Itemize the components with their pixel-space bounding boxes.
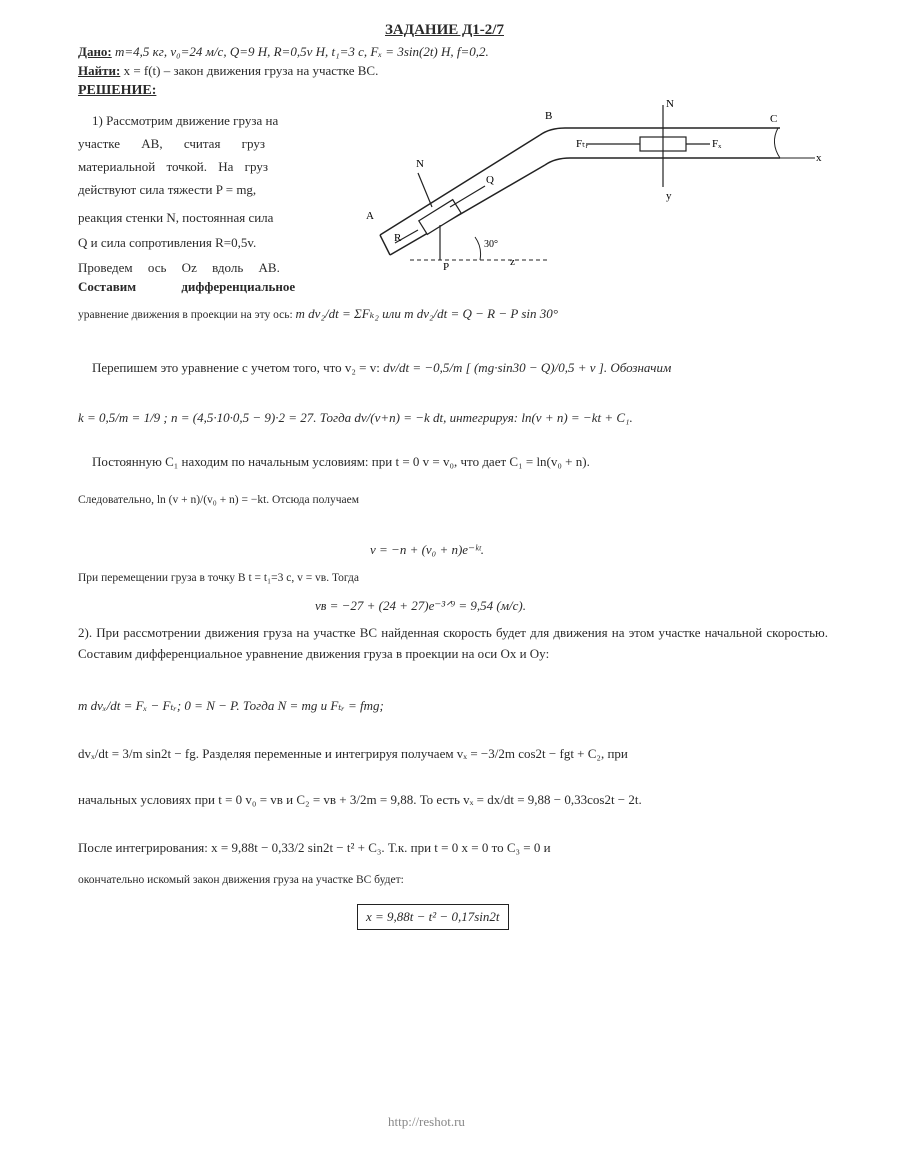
task-title: ЗАДАНИЕ Д1-2/7: [385, 22, 504, 38]
label-ftr: Fₜᵣ: [576, 138, 588, 150]
label-n: N: [416, 158, 424, 170]
p1-eq3-formula: k = 0,5/m = 1/9 ; n = (4,5·10·0,5 − 9)·2 = 27. Тогда dv/(v+n) = −k dt, интегрируя: ln(v + n) = −kt + C₁.: [78, 410, 633, 425]
label-p: P: [443, 261, 450, 273]
label-q: Q: [486, 174, 494, 186]
p1-eq2-formula: dv/dt = −0,5/m [ (mg·sin30 − Q)/0,5 + v ]. Обозначим: [383, 360, 672, 375]
p2-eq3: начальных условиях при t = 0 v₀ = vʙ и C₂ = vʙ + 3/2m = 9,88. То есть vₓ = dx/dt = 9,88 − 0,33cos2t − 2t.: [78, 792, 642, 807]
p1-eq2-lead: Перепишем это уравнение с учетом того, что v₂ = v:: [92, 360, 380, 375]
p1-eq6: v = −n + (v₀ + n)e⁻ᵏᵗ.: [370, 542, 485, 557]
label-c: C: [770, 113, 778, 125]
label-nt: N: [666, 98, 674, 110]
label-fx: Fₓ: [712, 138, 722, 150]
p1-line-7: Проведем ось Oz вдоль AB.: [78, 260, 280, 275]
p1-line-4: действуют сила тяжести P = mg,: [78, 182, 257, 197]
p1-line-5: реакция стенки N, постоянная сила: [78, 210, 274, 225]
find-line: [78, 63, 378, 79]
p1-eq7: При перемещении груза в точку B t = t₁=3 с, v = vʙ. Тогда: [78, 572, 359, 584]
label-z: z: [510, 256, 515, 268]
mechanics-diagram: [350, 95, 830, 275]
result-formula: x = 9,88t − t² − 0,17sin2t: [357, 904, 509, 930]
p1-line-3: материальной точкой. На груз: [78, 159, 268, 174]
p1-line-2: участке AB, считая груз: [78, 136, 265, 151]
given-values: m=4,5 кг, v₀=24 м/с, Q=9 Н, R=0,5v Н, t₁=3 с, Fₓ = 3sin(2t) Н, f=0,2.: [115, 44, 489, 59]
p1-line-8: Составим дифференциальное: [78, 279, 296, 294]
label-angle: 30°: [484, 239, 498, 250]
p1-eq3: [78, 410, 633, 426]
p1-eq1: [78, 306, 558, 323]
p2-eq2: dvₓ/dt = 3/m sin2t − fg. Разделяя переменные и интегрируя получаем vₓ = −3/2m cos2t − fgt + C₂, при: [78, 746, 628, 761]
find-label: Найти:: [78, 63, 121, 78]
p1-eq4: Постоянную C₁ находим по начальным условиям: при t = 0 v = v₀, что дает C₁ = ln(v₀ + n).: [92, 454, 590, 469]
p2-eq1: m dvₓ/dt = Fₓ − Fₜᵣ; 0 = N − P. Тогда N = mg и Fₜᵣ = fmg;: [78, 698, 384, 713]
solution-label: РЕШЕНИЕ:: [78, 83, 157, 98]
p1-eq1-text: уравнение движения в проекции на эту ось:: [78, 309, 293, 321]
footer-url[interactable]: http://reshot.ru: [388, 1114, 465, 1129]
given-line: [78, 44, 489, 60]
p1-line-1: 1) Рассмотрим движение груза на: [92, 113, 279, 128]
label-x: x: [816, 152, 822, 164]
find-text: x = f(t) – закон движения груза на участке BC.: [123, 63, 379, 78]
p1-eq5: Следовательно, ln (v + n)/(v₀ + n) = −kt. Отсюда получаем: [78, 494, 359, 506]
p2-eq4: После интегрирования: x = 9,88t − 0,33/2 sin2t − t² + C₃. Т.к. при t = 0 x = 0 то C₃ = 0 и: [78, 840, 551, 855]
label-b: B: [545, 110, 553, 122]
p1-eq1-formula: m dv₂/dt = ΣFₖ₂ или m dv₂/dt = Q − R − P sin 30°: [295, 306, 558, 321]
label-y: y: [666, 190, 672, 202]
given-label: Дано:: [78, 44, 112, 59]
p2-paragraph: 2). При рассмотрении движения груза на участке BC найденная скорость будет для движения на этом участке начальной скоростью. Составим дифференциальное уравнение движения груза в проекции на оси Ox и Oy:: [78, 625, 828, 661]
label-r: R: [394, 232, 402, 244]
p1-eq8: vʙ = −27 + (24 + 27)e⁻³ᐟ⁹ = 9,54 (м/с).: [315, 598, 527, 613]
p2-eq5: окончательно искомый закон движения груза на участке BC будет:: [78, 874, 404, 886]
p1-line-6: Q и сила сопротивления R=0,5v.: [78, 235, 257, 250]
label-a: A: [366, 210, 374, 222]
p1-eq2: [92, 360, 671, 376]
